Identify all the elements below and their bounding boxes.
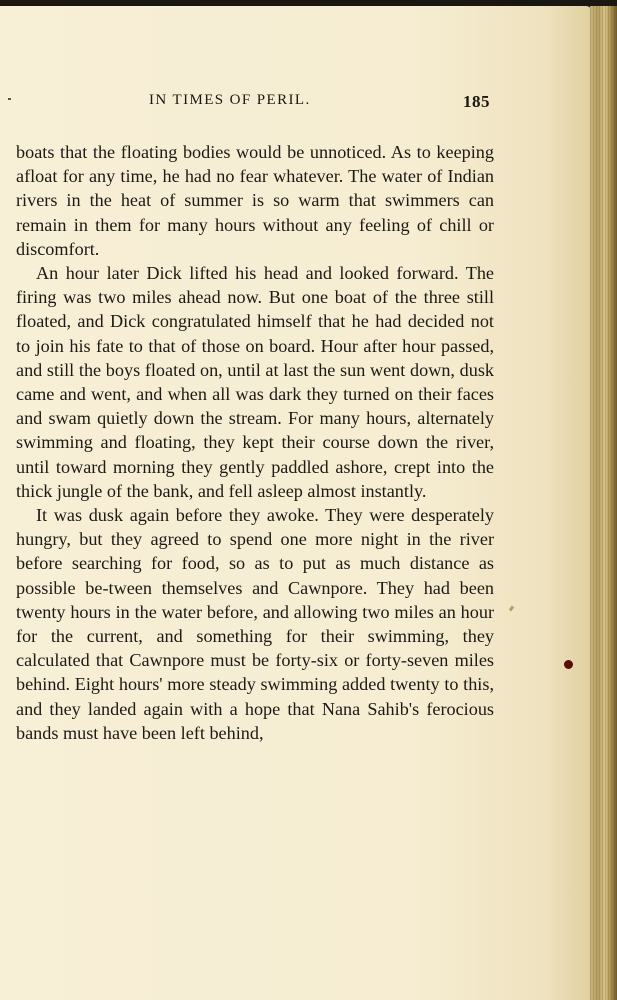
page-header bbox=[0, 92, 592, 116]
paragraph-1: boats that the floating bodies would be unnoticed. As to keeping afloat for any time, he had no fear whatever. The water of Indian rivers in the heat of summer is so warm that swimmers can remain in them for many hours without any feeling of chill or discomfort. bbox=[16, 142, 494, 259]
paper-speck bbox=[509, 606, 514, 612]
ink-spot bbox=[564, 660, 573, 669]
book-page bbox=[0, 6, 592, 1000]
body-text bbox=[16, 140, 494, 745]
running-title: IN TIMES OF PERIL. bbox=[149, 92, 311, 108]
paragraph-3: It was dusk again before they awoke. They were desperately hungry, but they agreed to spend one more night in the river before searching for food, so as to put as much distance as possible be-tween themselves and Cawnpore. They had been twenty hours in the water before, and allowing two miles an hour for the current, and something for their swimming, they calculated that Cawnpore must be forty-six or forty-seven miles behind. Eight hours' more steady swimming added twenty to this, and they landed again with a hope that Nana Sahib's ferocious bands must have been left behind, bbox=[16, 505, 494, 743]
page-edge bbox=[590, 6, 617, 1000]
paragraph-2: An hour later Dick lifted his head and looked forward. The firing was two miles ahead now. But one boat of the three still floated, and Dick congratulated himself that he had decided not to join his fate to that of those on board. Hour after hour passed, and still the boys floated on, until at last the sun went down, dusk came and went, and when all was dark they turned on their faces and swam quietly down the stream. For many hours, alternately swimming and floating, they kept their course down the river, until toward morning they gently paddled ashore, crept into the thick jungle of the bank, and fell asleep almost instantly. bbox=[16, 263, 494, 501]
page-number: 185 bbox=[463, 92, 490, 111]
